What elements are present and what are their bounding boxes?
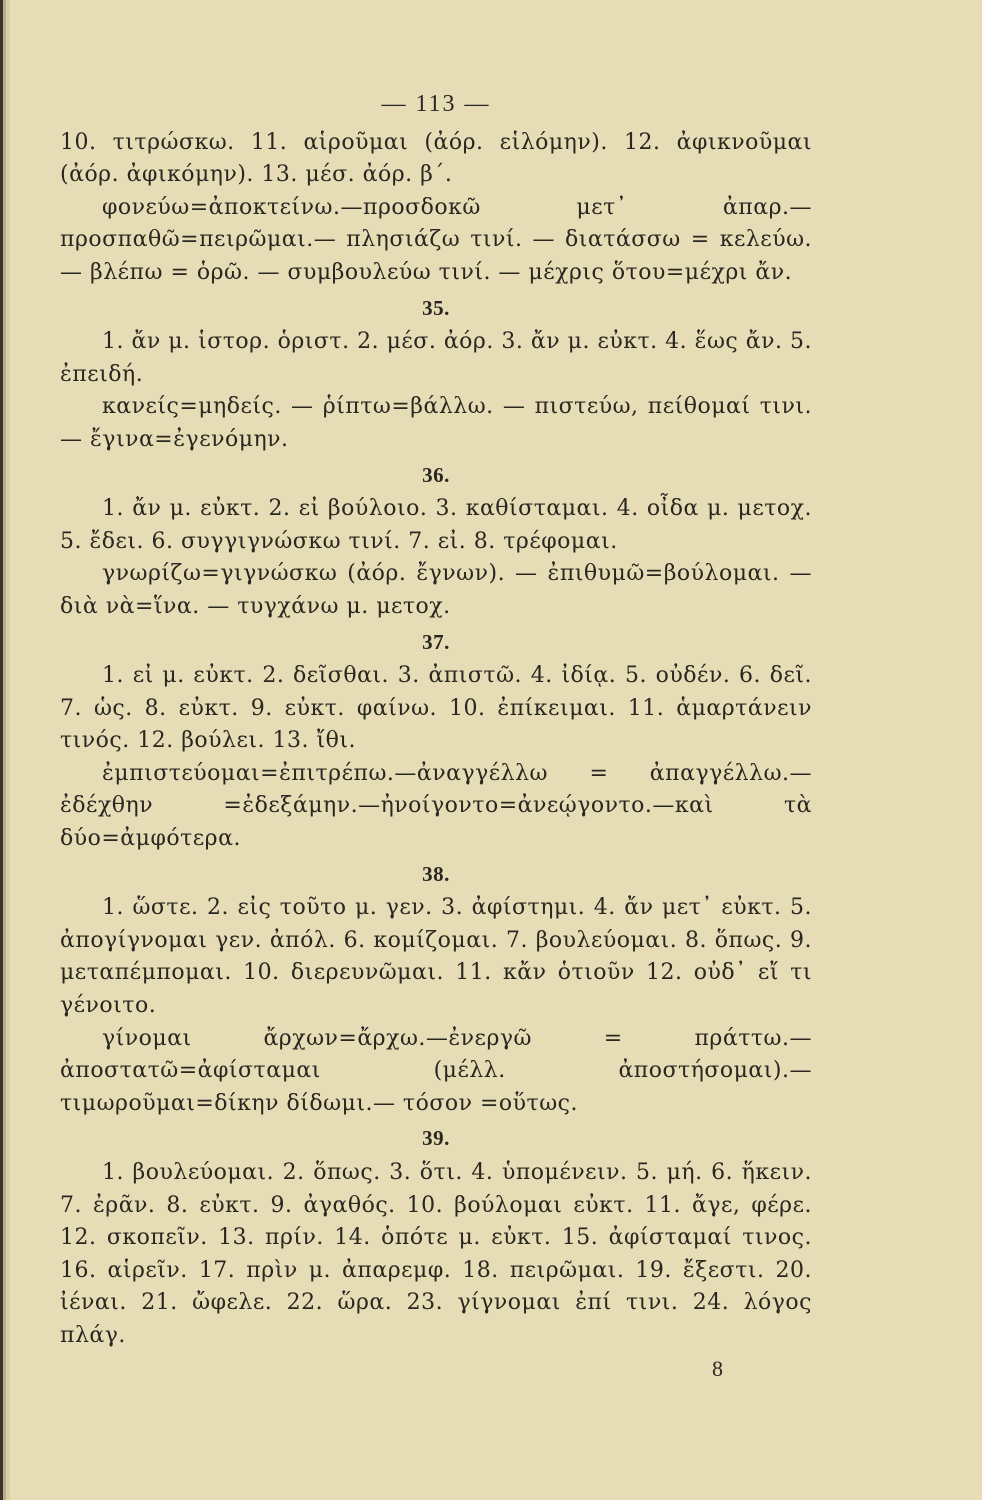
section-heading-38: 38. (422, 861, 450, 886)
section-heading-37: 37. (422, 629, 450, 654)
page-content (60, 88, 812, 1353)
signature-mark: 8 (712, 1356, 723, 1381)
section-37-answers: 1. εἰ μ. εὐκτ. 2. δεῖσθαι. 3. ἀπιστῶ. 4. ἰδίᾳ. 5. οὐδέν. 6. δεῖ. 7. ὡς. 8. εὐκτ. 9. εὐκτ. φαίνω. 10. ἐπίκειμαι. 11. ἁμαρτάνειν τινός. 12. βούλει. 13. ἴθι. (60, 663, 812, 754)
page-edge-binding (0, 0, 10, 1500)
section-38-answers: 1. ὥστε. 2. εἰς τοῦτο μ. γεν. 3. ἀφίστημι. 4. ἄν μετ᾽ εὐκτ. 5. ἀπογίγνομαι γεν. ἀπόλ. 6. κομίζομαι. 7. βουλεύομαι. 8. ὅπως. 9. μεταπέμπομαι. 10. διερευνῶμαι. 11. κἄν ὁτιοῦν 12. οὐδ᾽ εἴ τι γένοιτο. (60, 895, 812, 1019)
intro-answers: 10. τιτρώσκω. 11. αἱροῦμαι (ἀόρ. εἱλόμην). 12. ἀφικνοῦμαι (ἀόρ. ἀφικόμην). 13. μέσ. ἀόρ. β΄. (60, 129, 812, 188)
section-36-answers: 1. ἄν μ. εὐκτ. 2. εἰ βούλοιο. 3. καθίσταμαι. 4. οἶδα μ. μετοχ. 5. ἔδει. 6. συγγιγνώσκω τινί. 7. εἰ. 8. τρέφομαι. (60, 496, 812, 554)
page-number: — 113 — (381, 91, 491, 117)
section-heading-35: 35. (422, 295, 450, 320)
section-35-synonyms: κανείς=μηδείς. — ῥίπτω=βάλλω. — πιστεύω, πείθομαί τινι.— ἔγινα=ἐγενόμην. (60, 394, 812, 452)
section-37-synonyms: ἐμπιστεύομαι=ἐπιτρέπω.—ἀναγγέλλω = ἀπαγγέλλω.—ἐδέχθην =ἐδεξάμην.—ἠνοίγοντο=ἀνεῴγοντο.—καὶ τὰ δύο=ἀμφότερα. (60, 760, 812, 852)
section-35-answers: 1. ἄν μ. ἱστορ. ὁριστ. 2. μέσ. ἀόρ. 3. ἄν μ. εὐκτ. 4. ἕως ἄν. 5. ἐπειδή. (60, 329, 812, 387)
section-36-synonyms: γνωρίζω=γιγνώσκω (ἀόρ. ἔγνων). — ἐπιθυμῶ=βούλομαι. — διὰ νὰ=ἵνα. — τυγχάνω μ. μετοχ. (60, 561, 812, 619)
section-38-synonyms: γίνομαι ἄρχων=ἄρχω.—ἐνεργῶ = πράττω.—ἀποστατῶ=ἀφίσταμαι (μέλλ. ἀποστήσομαι).—τιμωροῦμαι=δίκην δίδωμι.— τόσον =οὕτως. (60, 1025, 812, 1116)
section-heading-39: 39. (422, 1126, 450, 1151)
intro-synonyms: φονεύω=ἀποκτείνω.—προσδοκῶ μετ᾽ ἀπαρ.—προσπαθῶ=πειρῶμαι.— πλησιάζω τινί. — διατάσσω = κελεύω. — βλέπω = ὁρῶ. — συμβουλεύω τινί. — μέχρις ὅτου=μέχρι ἄν. (60, 194, 812, 285)
section-39-answers: 1. βουλεύομαι. 2. ὅπως. 3. ὅτι. 4. ὑπομένειν. 5. μή. 6. ἥκειν. 7. ἐρᾶν. 8. εὐκτ. 9. ἀγαθός. 10. βούλομαι εὐκτ. 11. ἄγε, φέρε. 12. σκοπεῖν. 13. πρίν. 14. ὁπότε μ. εὐκτ. 15. ἀφίσταμαί τινος. 16. αἱρεῖν. 17. πρὶν μ. ἀπαρεμφ. 18. πειρῶμαι. 19. ἔξεστι. 20. ἰέναι. 21. ὤφελε. 22. ὥρα. 23. γίγνομαι ἐπί τινι. 24. λόγος πλάγ. (60, 1160, 812, 1348)
section-heading-36: 36. (422, 462, 450, 487)
